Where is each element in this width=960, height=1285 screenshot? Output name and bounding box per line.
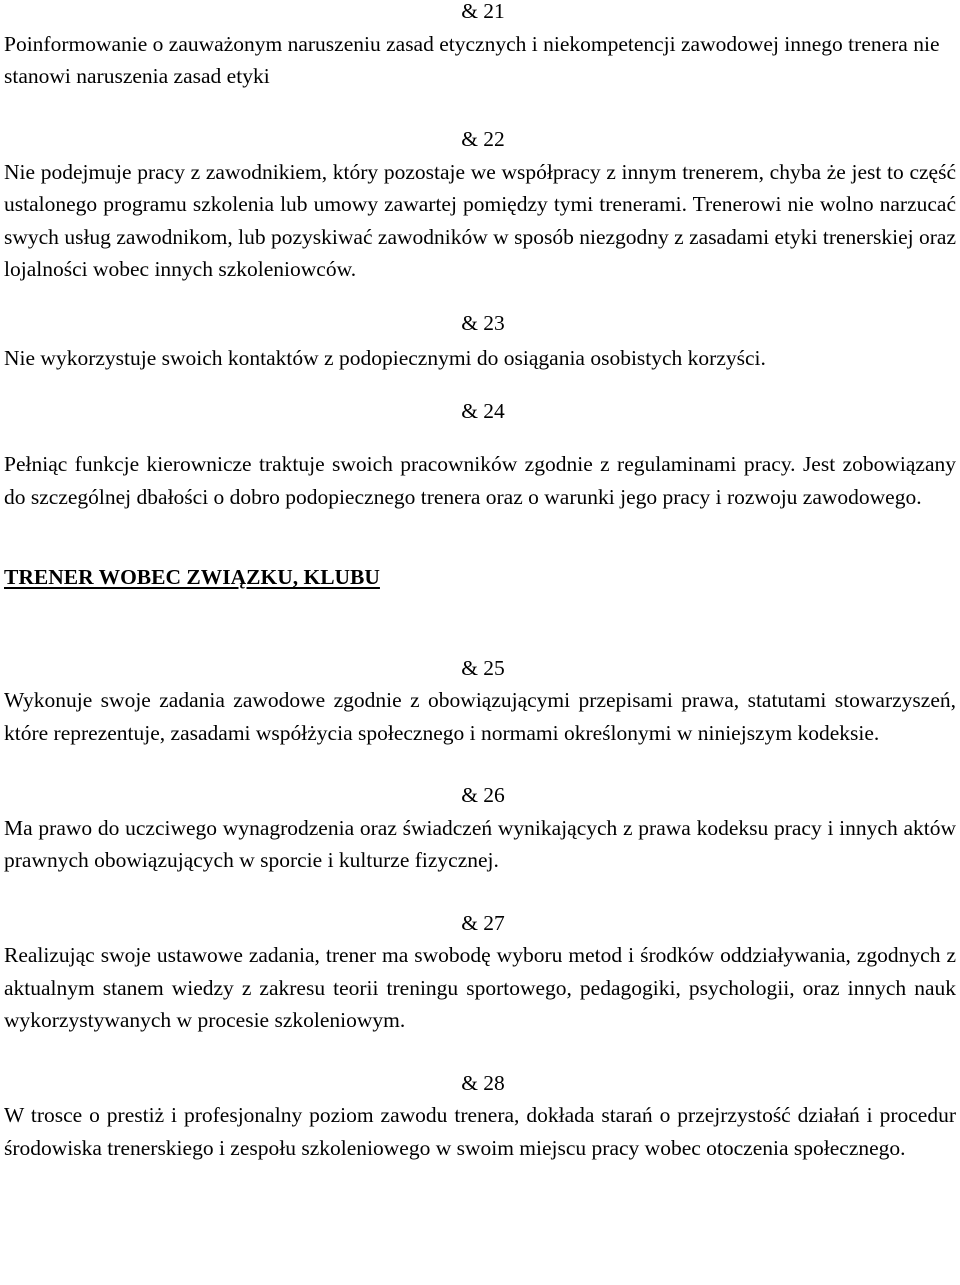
section-23-text: Nie wykorzystuje swoich kontaktów z podopiecznymi do osiągania osobistych korzyści. <box>4 346 766 370</box>
section-21-heading: & 21 <box>461 0 505 23</box>
section-27-text: Realizując swoje ustawowe zadania, trener ma swobodę wyboru metod i środków oddziaływania, zgodnych z aktualnym stanem wiedzy z zakresu teorii treningu sportowego, pedagogiki, psychologii, oraz innych nauk wykorzystywanych w procesie szkoleniowym. <box>4 943 956 1032</box>
document-page <box>4 0 956 1164</box>
section-28-heading: & 28 <box>461 1070 505 1095</box>
section-21-text-content: Poinformowanie o zauważonym naruszeniu zasad etycznych i niekompetencji zawodowej innego trenera nie stanowi naruszenia zasad etyki <box>4 31 940 88</box>
section-title: TRENER WOBEC ZWIĄZKU, KLUBU <box>4 565 380 589</box>
section-25-text: Wykonuje swoje zadania zawodowe zgodnie z obowiązującymi przepisami prawa, statutami stowarzyszeń, które reprezentuje, zasadami współżycia społecznego i normami określonymi w niniejszym kodeksie. <box>4 688 956 745</box>
section-26-heading: & 26 <box>461 783 505 807</box>
section-21-text <box>4 28 956 93</box>
section-24-heading: & 24 <box>461 398 505 423</box>
section-26-text: Ma prawo do uczciwego wynagrodzenia oraz świadczeń wynikających z prawa kodeksu pracy i innych aktów prawnych obowiązujących w sporcie i kulturze fizycznej. <box>4 815 956 872</box>
section-27-heading: & 27 <box>461 910 505 935</box>
section-23-heading: & 23 <box>461 310 505 335</box>
section-22-heading: & 22 <box>461 127 505 151</box>
section-24-text: Pełniąc funkcje kierownicze traktuje swoich pracowników zgodnie z regulaminami pracy. Jest zobowiązany do szczególnej dbałości o dobro podopiecznego trenera oraz o warunki jego pracy i rozwoju zawodowego. <box>4 452 956 509</box>
section-22-text: Nie podejmuje pracy z zawodnikiem, który pozostaje we współpracy z innym trenerem, chyba że jest to część ustalonego programu szkolenia lub umowy zawartej pomiędzy tymi trenerami. Trenerowi nie wolno narzucać swych usług zawodnikom, lub pozyskiwać zawodników w sposób niezgodny z zasadami etyki trenerskiej oraz lojalności wobec innych szkoleniowców. <box>4 159 956 281</box>
spacer <box>4 93 956 126</box>
section-25-heading: & 25 <box>461 655 505 680</box>
section-28-text: W trosce o prestiż i profesjonalny poziom zawodu trenera, dokłada starań o przejrzystość działań i procedur środowiska trenerskiego i zespołu szkoleniowego w swoim miejscu pracy wobec otoczenia społecznego. <box>4 1103 956 1160</box>
